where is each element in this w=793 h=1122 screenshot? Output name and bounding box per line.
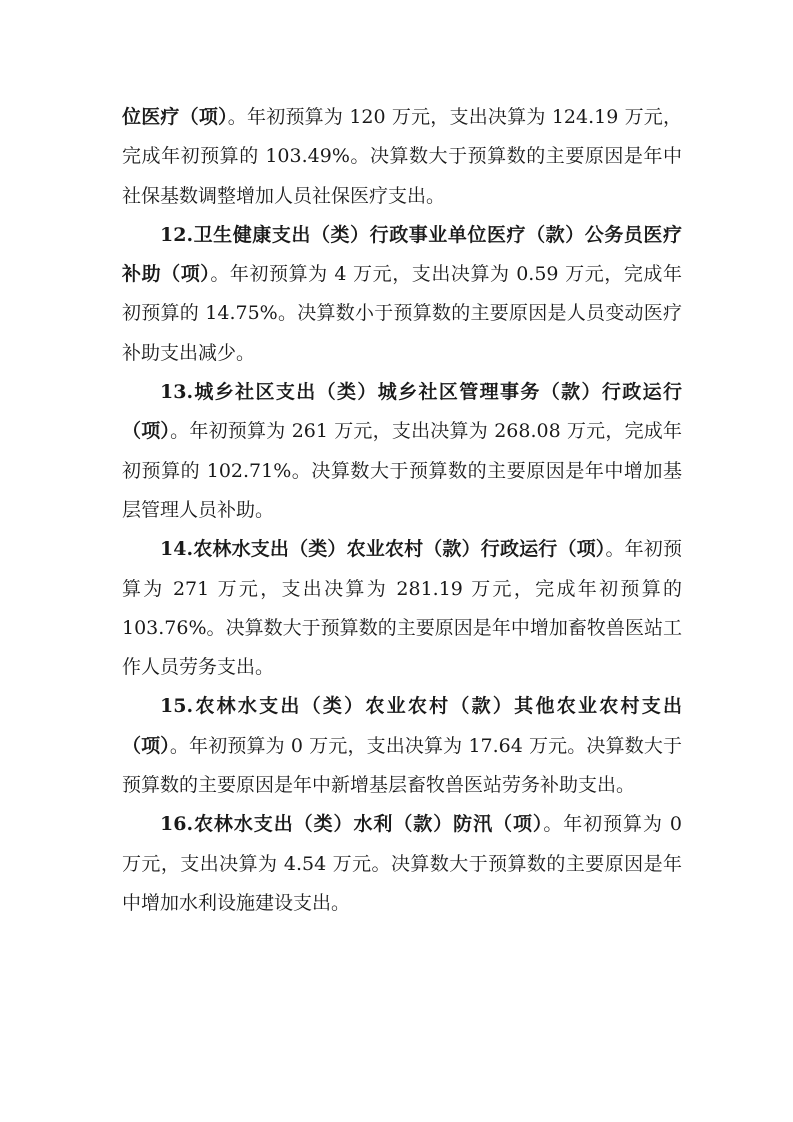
paragraph-heading: 15.农林水支出（类）农业农村（款）其他农业农村支出（项） [122,695,682,757]
paragraph-15 [122,687,682,805]
paragraph-heading: 12.卫生健康支出（类）行政事业单位医疗（款）公务员医疗补助（项） [122,223,682,286]
paragraph-body: 。年初预算为 0 万元，支出决算为 17.64 万元。决算数大于预算数的主要原因是年中新增基层畜牧兽医站劳务补助支出。 [122,734,682,797]
paragraph-heading: 位医疗（项） [122,106,228,128]
paragraph-body: 。年初预算为 271 万元，支出决算为 281.19 万元，完成年初预算的 103.76%。决算数大于预算数的主要原因是年中增加畜牧兽医站工作人员劳务支出。 [122,538,682,679]
paragraph-body: 。年初预算为 120 万元，支出决算为 124.19 万元，完成年初预算的 103.49%。决算数大于预算数的主要原因是年中社保基数调整增加人员社保医疗支出。 [122,106,682,207]
paragraph-heading: 13.城乡社区支出（类）城乡社区管理事务（款）行政运行（项） [122,381,682,443]
paragraph-11-continued [122,98,682,216]
paragraph-16 [122,805,682,923]
paragraph-14 [122,530,682,687]
paragraph-heading: 14.农林水支出（类）农业农村（款）行政运行（项） [160,538,606,561]
paragraph-13 [122,373,682,530]
paragraph-body: 。年初预算为 0 万元，支出决算为 4.54 万元。决算数大于预算数的主要原因是年中增加水利设施建设支出。 [122,813,682,914]
paragraph-body: 。年初预算为 261 万元，支出决算为 268.08 万元，完成年初预算的 102.71%。决算数大于预算数的主要原因是年中增加基层管理人员补助。 [122,420,682,521]
paragraph-body: 。年初预算为 4 万元，支出决算为 0.59 万元，完成年初预算的 14.75%。决算数小于预算数的主要原因是人员变动医疗补助支出减少。 [122,263,682,364]
document-page [122,98,682,923]
paragraph-12 [122,216,682,373]
paragraph-heading: 16.农林水支出（类）水利（款）防汛（项） [160,813,544,836]
